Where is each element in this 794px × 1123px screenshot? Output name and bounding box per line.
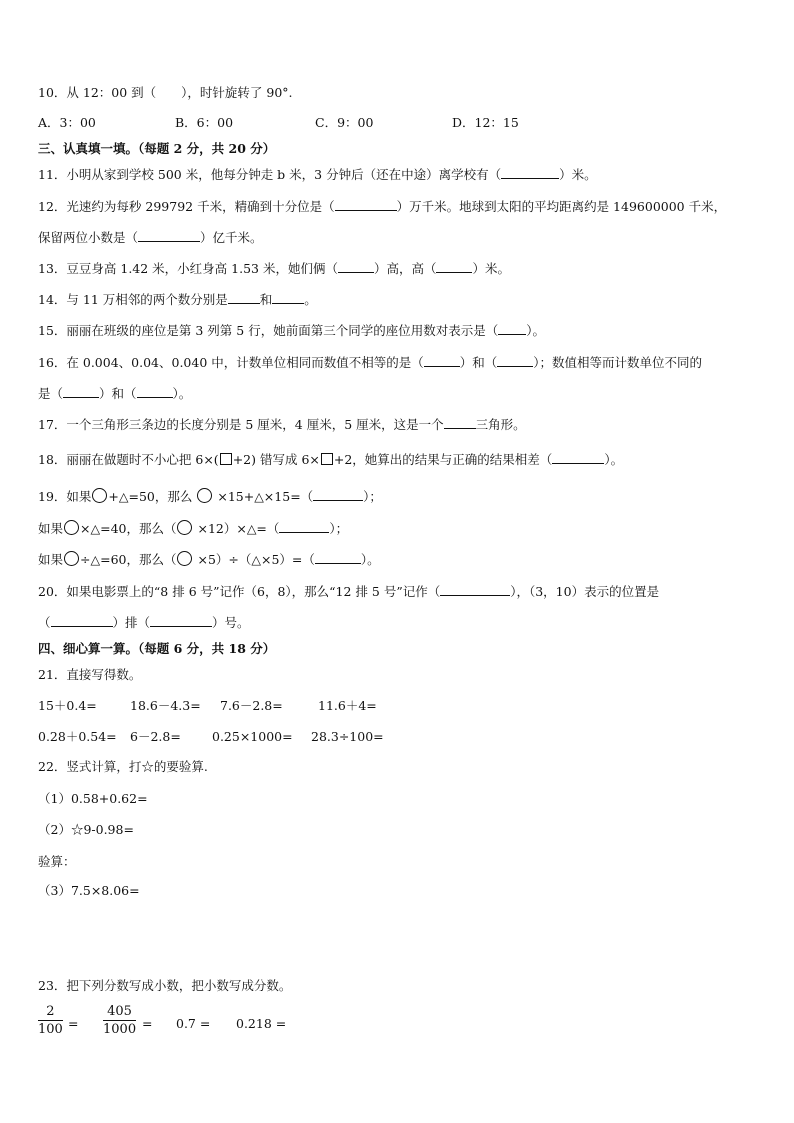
answer-blank[interactable] <box>279 520 329 533</box>
answer-blank[interactable] <box>335 198 397 211</box>
fraction-2: $\frac{405}{1000}$ <box>103 1004 137 1037</box>
answer-blank[interactable] <box>501 166 559 179</box>
answer-blank[interactable] <box>338 260 374 273</box>
answer-blank[interactable] <box>228 291 260 304</box>
q18: 18．丽丽在做题时不小心把 6×( +2) 错写成 6× +2，她算出的结果与正确的结果相差（ ）。 <box>38 452 624 467</box>
circle-symbol <box>197 488 212 503</box>
q20-line2: （ ）排（ ）号。 <box>38 615 250 630</box>
q22-check-label: 验算： <box>38 854 76 869</box>
decimal-2: 0.218 = <box>236 1016 287 1031</box>
q16-line1: 16．在 0.004、0.04、0.040 中，计数单位相同而数值不相等的是（ ）和（ ）；数值相等而计数单位不同的 <box>38 355 703 370</box>
q10-option-a: A．3：00 <box>38 115 96 130</box>
answer-blank[interactable] <box>498 322 526 335</box>
circle-symbol <box>64 551 79 566</box>
answer-blank[interactable] <box>150 614 212 627</box>
decimal-1: 0.7 = <box>176 1016 211 1031</box>
q22-part-1: （1）0.58+0.62= <box>38 791 148 806</box>
answer-blank[interactable] <box>313 488 363 501</box>
fraction-1: $\frac{2}{100}$ <box>38 1004 63 1037</box>
circle-symbol <box>92 488 107 503</box>
fraction-2-equals: = <box>142 1016 153 1031</box>
q21-item: 28.3÷100= <box>311 729 384 744</box>
q10-option-b: B．6：00 <box>175 115 234 130</box>
q19-line1: 19．如果 +△=50，那么 ×15+△×15=（ ）； <box>38 489 382 504</box>
q10-option-d: D．12：15 <box>452 115 519 130</box>
q19-line2: 如果 ×△=40，那么（ ×12）×△=（ ）； <box>38 521 349 536</box>
answer-blank[interactable] <box>63 385 99 398</box>
answer-blank[interactable] <box>497 354 533 367</box>
q17: 17．一个三角形三条边的长度分别是 5 厘米，4 厘米，5 厘米，这是一个 三角形。 <box>38 417 526 432</box>
q11: 11．小明从家到学校 500 米，他每分钟走 b 米，3 分钟后（还在中途）离学校有（ ）米。 <box>38 167 597 182</box>
answer-blank[interactable] <box>436 260 472 273</box>
q16-line2: 是（ ）和（ ）。 <box>38 386 192 401</box>
answer-blank[interactable] <box>440 583 510 596</box>
square-symbol <box>321 453 333 465</box>
answer-blank[interactable] <box>552 451 604 464</box>
q21-item: 18.6－4.3= <box>130 698 201 713</box>
answer-blank[interactable] <box>315 551 361 564</box>
q21-item: 15＋0.4= <box>38 698 97 713</box>
q21-item: 7.6－2.8= <box>220 698 283 713</box>
section-3-heading: 三、认真填一填。（每题 2 分，共 20 分） <box>38 141 276 156</box>
q21-item: 0.25×1000= <box>212 729 293 744</box>
answer-blank[interactable] <box>272 291 304 304</box>
answer-blank[interactable] <box>444 416 476 429</box>
q12-line1: 12．光速约为每秒 299792 千米，精确到十分位是（ ）万千米。地球到太阳的平均距离约是 149600000 千米， <box>38 199 727 214</box>
q10-option-c: C．9：00 <box>315 115 374 130</box>
q22-part-2: （2）☆9-0.98= <box>38 822 134 837</box>
q21-item: 11.6＋4= <box>318 698 377 713</box>
q13: 13．豆豆身高 1.42 米，小红身高 1.53 米，她们俩（ ）高，高（ ）米。 <box>38 261 510 276</box>
answer-blank[interactable] <box>424 354 460 367</box>
q21-item: 0.28＋0.54= <box>38 729 117 744</box>
q21-title: 21．直接写得数。 <box>38 667 142 682</box>
q22-part-3: （3）7.5×8.06= <box>38 883 140 898</box>
q10-text: 10．从 12：00 到（ ），时针旋转了 90°. <box>38 85 293 100</box>
fraction-1-equals: = <box>68 1016 79 1031</box>
q19-line3: 如果 ÷△=60，那么（ ×5）÷（△×5）=（ ）。 <box>38 552 380 567</box>
answer-blank[interactable] <box>137 385 173 398</box>
q23-title: 23．把下列分数写成小数，把小数写成分数。 <box>38 978 292 993</box>
circle-symbol <box>177 551 192 566</box>
answer-blank[interactable] <box>51 614 113 627</box>
q12-line2: 保留两位小数是（ ）亿千米。 <box>38 230 263 245</box>
q22-title: 22．竖式计算，打☆的要验算. <box>38 759 208 774</box>
q21-item: 6－2.8= <box>130 729 181 744</box>
circle-symbol <box>64 520 79 535</box>
section-4-heading: 四、细心算一算。（每题 6 分，共 18 分） <box>38 641 276 656</box>
q15: 15．丽丽在班级的座位是第 3 列第 5 行，她前面第三个同学的座位用数对表示是（ ）。 <box>38 323 545 338</box>
circle-symbol <box>177 520 192 535</box>
q20-line1: 20．如果电影票上的“8 排 6 号”记作（6，8），那么“12 排 5 号”记作（ ），（3，10）表示的位置是 <box>38 584 660 599</box>
square-symbol <box>220 453 232 465</box>
q14: 14．与 11 万相邻的两个数分别是 和 。 <box>38 292 317 307</box>
answer-blank[interactable] <box>138 229 200 242</box>
